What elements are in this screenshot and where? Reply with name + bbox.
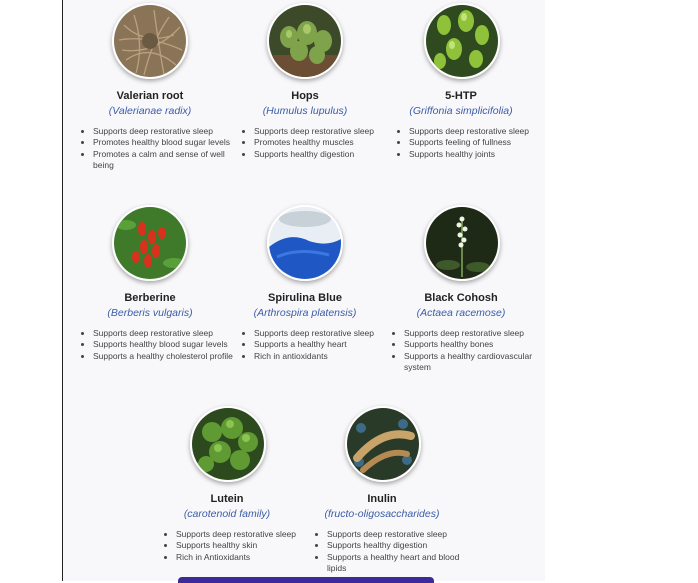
list-item: • Promotes a calm and sense of well being [93, 149, 233, 172]
ingredient-latin-name: (Griffonia simplicifolia) [409, 105, 513, 117]
list-item: • Supports deep restorative sleep [93, 328, 233, 339]
inulin-root-image [345, 406, 421, 482]
ingredient-latin-name: (Actaea racemose) [416, 307, 506, 319]
ingredient-name: Valerian root [116, 90, 184, 102]
list-item: • Supports deep restorative sleep [254, 328, 394, 339]
list-item: • Supports deep restorative sleep [327, 529, 467, 540]
ingredient-latin-name: (Berberis vulgaris) [107, 307, 193, 319]
list-item: • Supports a healthy heart [254, 339, 394, 350]
ingredient-name: 5-HTP [445, 90, 477, 102]
list-item: • Supports a healthy heart and blood lipids [327, 552, 467, 575]
lutein-broccoli-image [190, 406, 266, 482]
black-cohosh-flower-image [424, 205, 500, 281]
benefits-list [243, 328, 394, 362]
benefits-list [316, 529, 467, 574]
benefits-list [398, 126, 549, 160]
list-item: • Supports healthy joints [409, 149, 549, 160]
benefits-list [393, 328, 544, 373]
list-item: • Supports a healthy cholesterol profile [93, 351, 233, 362]
list-item: • Supports deep restorative sleep [176, 529, 316, 540]
5htp-seeds-image [424, 3, 500, 79]
ingredient-name: Black Cohosh [424, 292, 498, 304]
benefits-list [82, 328, 233, 362]
list-item: • Supports deep restorative sleep [93, 126, 233, 137]
list-item: • Rich in antioxidants [254, 351, 394, 362]
ingredient-name: Hops [291, 90, 319, 102]
list-item: • Supports healthy blood sugar levels [93, 339, 233, 350]
ingredient-latin-name: (Arthrospira platensis) [253, 307, 357, 319]
cta-button[interactable] [178, 577, 434, 583]
ingredient-latin-name: (Humulus lupulus) [262, 105, 348, 117]
ingredient-name: Berberine [124, 292, 176, 304]
list-item: • Supports deep restorative sleep [409, 126, 549, 137]
berberine-berries-image [112, 205, 188, 281]
hops-image [267, 3, 343, 79]
ingredient-latin-name: (fructo-oligosaccharides) [324, 508, 440, 520]
list-item: • Supports healthy digestion [327, 540, 467, 551]
ingredient-name: Lutein [210, 493, 244, 505]
list-item: • Supports a healthy cardiovascular system [404, 351, 544, 374]
list-item: • Promotes healthy blood sugar levels [93, 137, 233, 148]
valerian-root-image [112, 3, 188, 79]
spirulina-powder-image [267, 205, 343, 281]
list-item: • Supports healthy digestion [254, 149, 394, 160]
list-item: • Supports deep restorative sleep [404, 328, 544, 339]
list-item: • Supports healthy skin [176, 540, 316, 551]
benefits-list [165, 529, 316, 563]
list-item: • Rich in Antioxidants [176, 552, 316, 563]
list-item: • Supports deep restorative sleep [254, 126, 394, 137]
benefits-list [82, 126, 233, 171]
list-item: • Supports feeling of fullness [409, 137, 549, 148]
ingredient-latin-name: (carotenoid family) [183, 508, 271, 520]
benefits-list [243, 126, 394, 160]
ingredient-name: Inulin [367, 493, 397, 505]
ingredient-latin-name: (Valerianae radix) [108, 105, 192, 117]
ingredient-name: Spirulina Blue [268, 292, 342, 304]
list-item: • Supports healthy bones [404, 339, 544, 350]
list-item: • Promotes healthy muscles [254, 137, 394, 148]
